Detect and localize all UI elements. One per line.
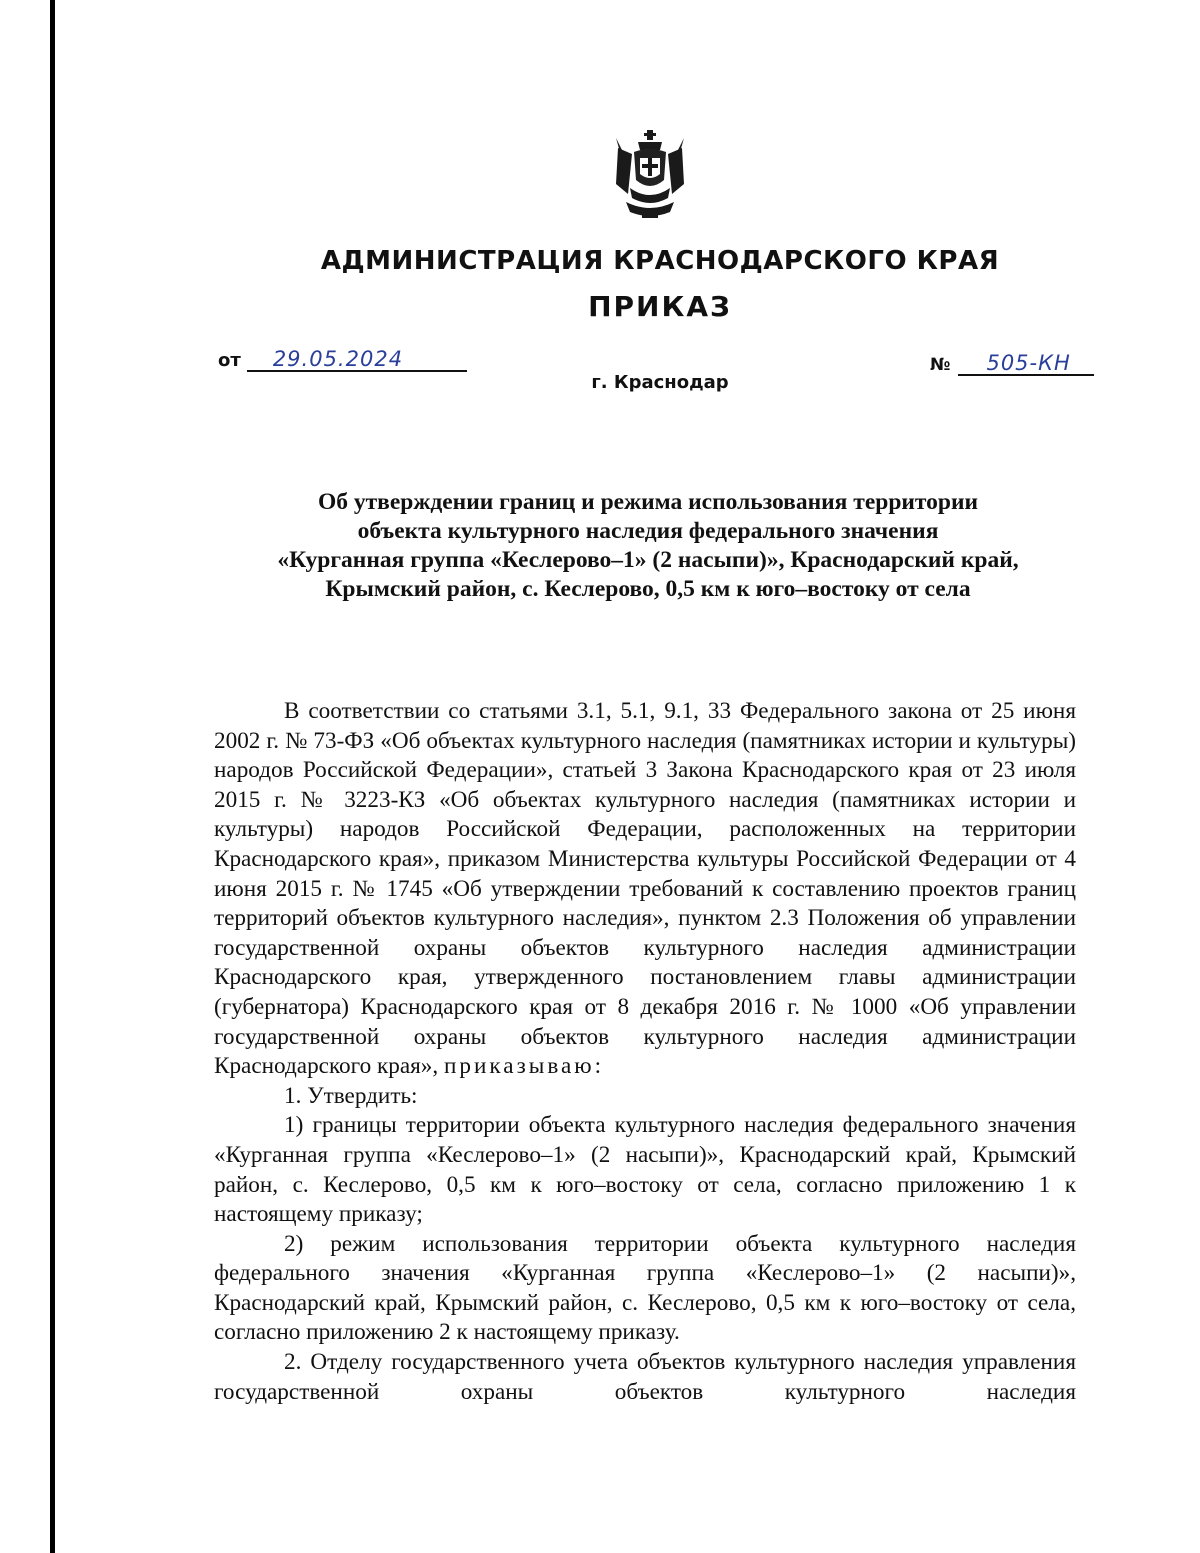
document-title bbox=[218, 488, 1078, 604]
date-prefix: от bbox=[218, 350, 241, 371]
handwritten-number: 505-КН bbox=[958, 352, 1094, 376]
preamble-text: В соответствии со статьями 3.1, 5.1, 9.1, 33 Федерального закона от 25 июня 2002 г. № 73-ФЗ «Об объектах культурного наследия (памятниках истории и культуры) народов Российской Федерации», статьей 3 Закона Краснодарского края от 23 июля 2015 г. № 3223-КЗ «Об объектах культурного наследия (памятниках истории и культуры) народов Российской Федерации, расположенных на территории Краснодарского края», приказом Министерства культуры Российской Федерации от 4 июня 2015 г. № 1745 «Об утверждении требований к составлению проектов границ территорий объектов культурного наследия», пунктом 2.3 Положения об управлении государственной охраны объектов культурного наследия администрации Краснодарского края, утвержденного постановлением главы администрации (губернатора) Краснодарского края от 8 декабря 2016 г. № 1000 «Об управлении государственной охраны объектов культурного наследия администрации Краснодарского края», bbox=[214, 698, 1076, 1080]
title-line: Об утверждении границ и режима использования территории bbox=[317, 489, 979, 515]
handwritten-date: 29.05.2024 bbox=[247, 348, 467, 372]
title-line: объекта культурного наследия федерального значения bbox=[357, 518, 939, 544]
krasnodar-coat-of-arms-icon bbox=[612, 128, 688, 220]
item-2: 2. Отделу государственного учета объектов культурного наследия управления государственной охраны объектов культурного наследия bbox=[214, 1349, 1076, 1405]
organization-name: АДМИНИСТРАЦИЯ КРАСНОДАРСКОГО КРАЯ bbox=[320, 246, 1000, 276]
item-1-2: 2) режим использования территории объекта культурного наследия федерального значения «Курганная группа «Кеслерово–1» (2 насыпи)», Краснодарский край, Крымский район, с. Кеслерово, 0,5 км к юго–востоку от села, согласно приложению 2 к настоящему приказу. bbox=[214, 1230, 1076, 1346]
number-prefix: № bbox=[930, 355, 951, 375]
city-name: г. Краснодар bbox=[591, 372, 729, 393]
scan-edge-bar bbox=[50, 0, 55, 1553]
title-line: Крымский район, с. Кеслерово, 0,5 км к юго–востоку от села bbox=[325, 576, 971, 602]
document-body bbox=[214, 697, 1076, 1407]
order-date-line bbox=[218, 348, 467, 372]
item-1: 1. Утвердить: bbox=[284, 1082, 418, 1109]
document-type: ПРИКАЗ bbox=[588, 290, 732, 323]
preamble-paragraph bbox=[214, 697, 1076, 1082]
order-word: приказываю: bbox=[443, 1053, 605, 1080]
item-1-1: 1) границы территории объекта культурного наследия федерального значения «Курганная группа «Кеслерово–1» (2 насыпи)», Краснодарский край, Крымский район, с. Кеслерово, 0,5 км к юго–востоку от села, согласно приложению 1 к настоящему приказу; bbox=[214, 1112, 1076, 1228]
title-line: «Курганная группа «Кеслерово–1» (2 насыпи)», Краснодарский край, bbox=[277, 547, 1019, 573]
